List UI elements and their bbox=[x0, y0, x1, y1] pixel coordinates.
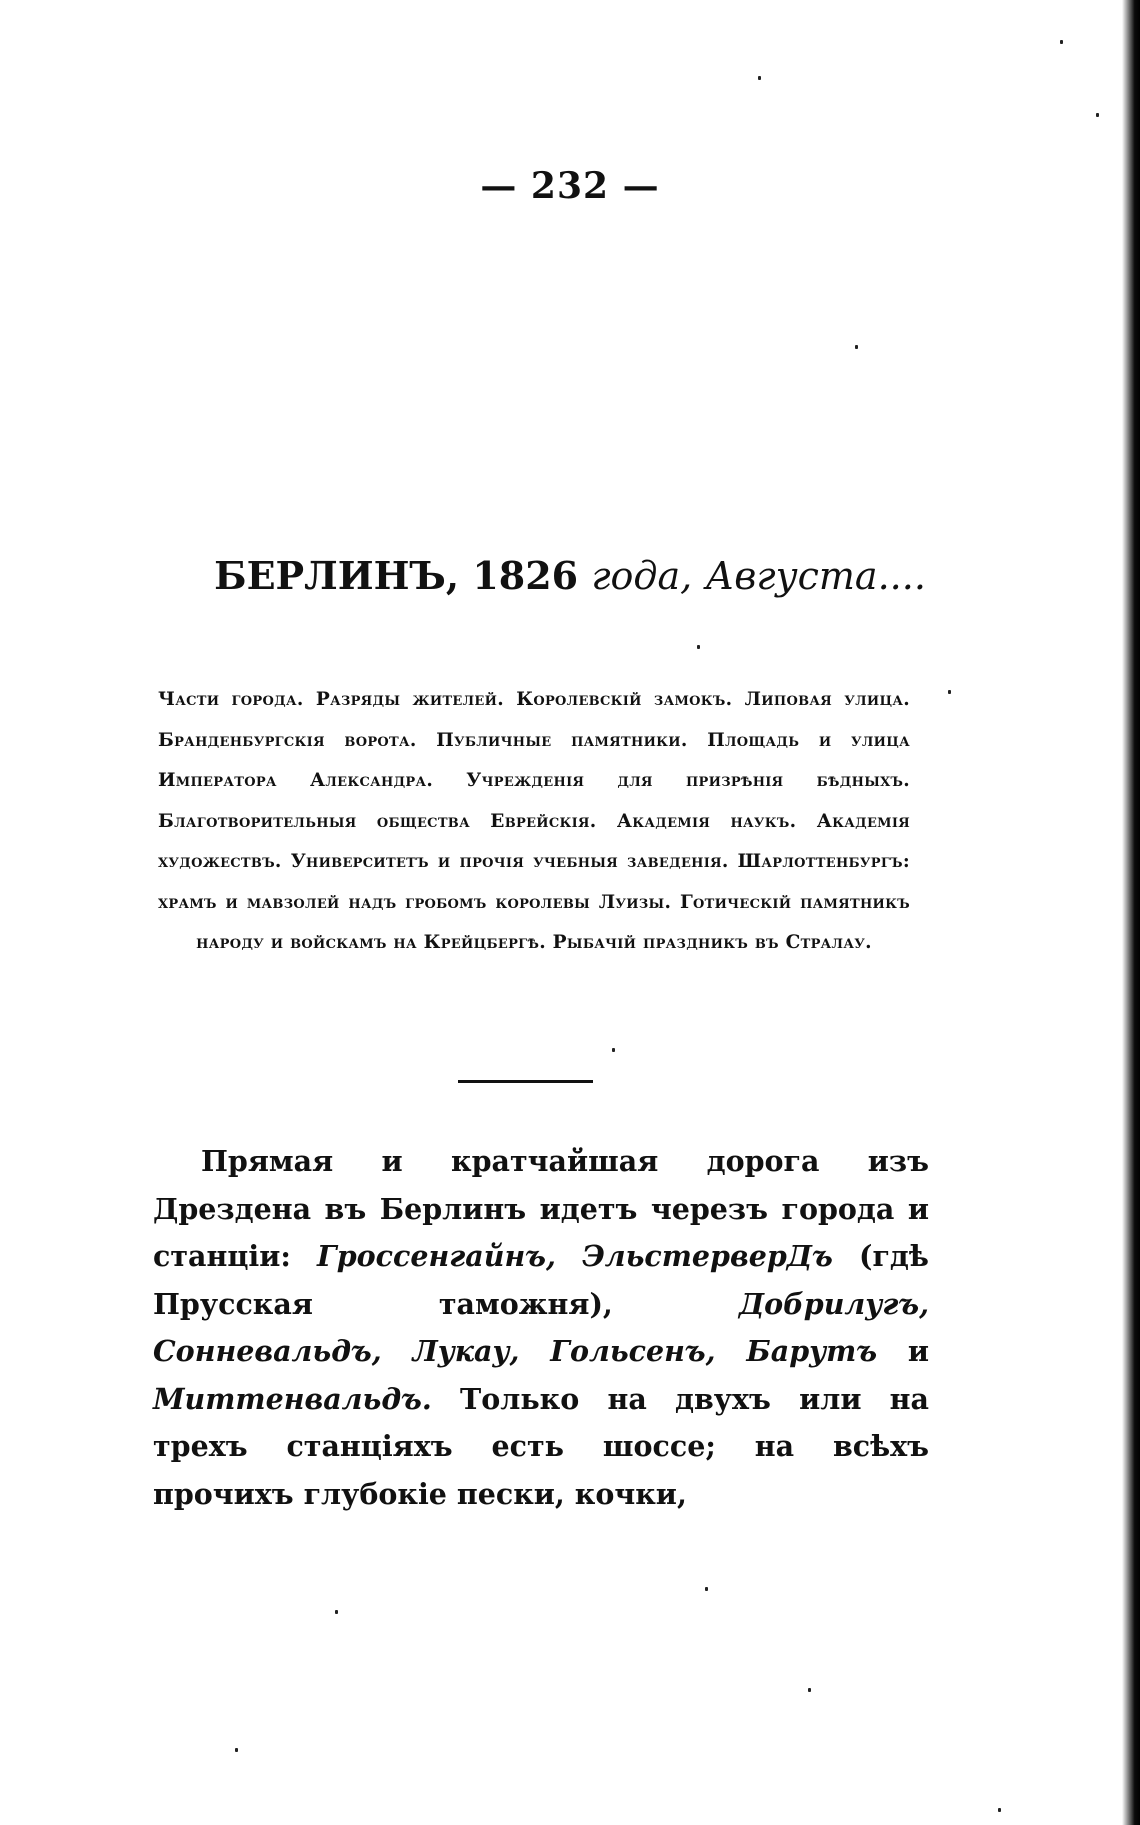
chapter-heading bbox=[0, 553, 1140, 598]
place-name: Гроссенгайнъ, bbox=[317, 1239, 556, 1273]
body-paragraph bbox=[153, 1138, 929, 1518]
chapter-summary: Части города. Разряды жителей. Королевскій замокъ. Липовая улица. Бранденбургскія ворота. Публичные памятники. Площадь и улица Императора Александра. Учрежденія для призрѣнія бѣдныхъ. Благотворительныя общества Еврейскія. Академія наукъ. Академія художествъ. Университетъ и прочія учебныя заведенія. Шарлоттенбургъ: храмъ и мавзолей надъ гробомъ королевы Луизы. Готическій памятникъ народу и войскамъ на Крейцбергѣ. Рыбачій праздникъ въ Стралау. bbox=[158, 689, 910, 953]
scan-speck bbox=[235, 1748, 238, 1752]
scan-speck bbox=[808, 1688, 811, 1692]
body-text-part-1: Прямая и кратчайшая дорога изъ Дрездена въ Берлинъ идетъ черезъ города и станціи: bbox=[153, 1144, 929, 1273]
place-name: Барутъ bbox=[746, 1334, 878, 1368]
heading-city-year: БЕРЛИНЪ, 1826 bbox=[214, 553, 579, 598]
scan-speck bbox=[998, 1808, 1001, 1812]
place-name: Гольсенъ, bbox=[550, 1334, 716, 1368]
scan-speck bbox=[705, 1587, 708, 1591]
scan-speck bbox=[612, 1048, 615, 1052]
section-divider bbox=[458, 1080, 593, 1083]
scan-speck bbox=[758, 76, 761, 80]
scan-speck bbox=[1060, 40, 1063, 44]
heading-month: Августа.... bbox=[705, 554, 926, 598]
scan-speck bbox=[335, 1610, 338, 1614]
scan-edge-shadow bbox=[1122, 0, 1140, 1825]
scan-speck bbox=[855, 345, 858, 349]
place-name: Лукау, bbox=[412, 1334, 520, 1368]
place-name: Миттенвальдъ. bbox=[153, 1381, 432, 1416]
place-name: ЭльстерверДъ bbox=[582, 1239, 833, 1273]
scan-speck bbox=[1096, 113, 1099, 117]
page-number: — 232 — bbox=[480, 165, 660, 207]
scan-speck bbox=[697, 645, 700, 649]
place-name: Добрилугъ, bbox=[738, 1286, 929, 1321]
heading-year-word: года, bbox=[591, 554, 693, 598]
body-text-part-4: Только на двухъ или на трехъ станціяхъ есть шоссе; на всѣхъ прочихъ глубокіе пески, кочки, bbox=[153, 1381, 929, 1511]
body-text-part-2: (гдѣ Прусская таможня), bbox=[153, 1239, 929, 1321]
place-name: Сонневальдъ, bbox=[153, 1334, 382, 1368]
body-text-part-3: и bbox=[907, 1334, 929, 1368]
scan-speck bbox=[948, 690, 951, 694]
